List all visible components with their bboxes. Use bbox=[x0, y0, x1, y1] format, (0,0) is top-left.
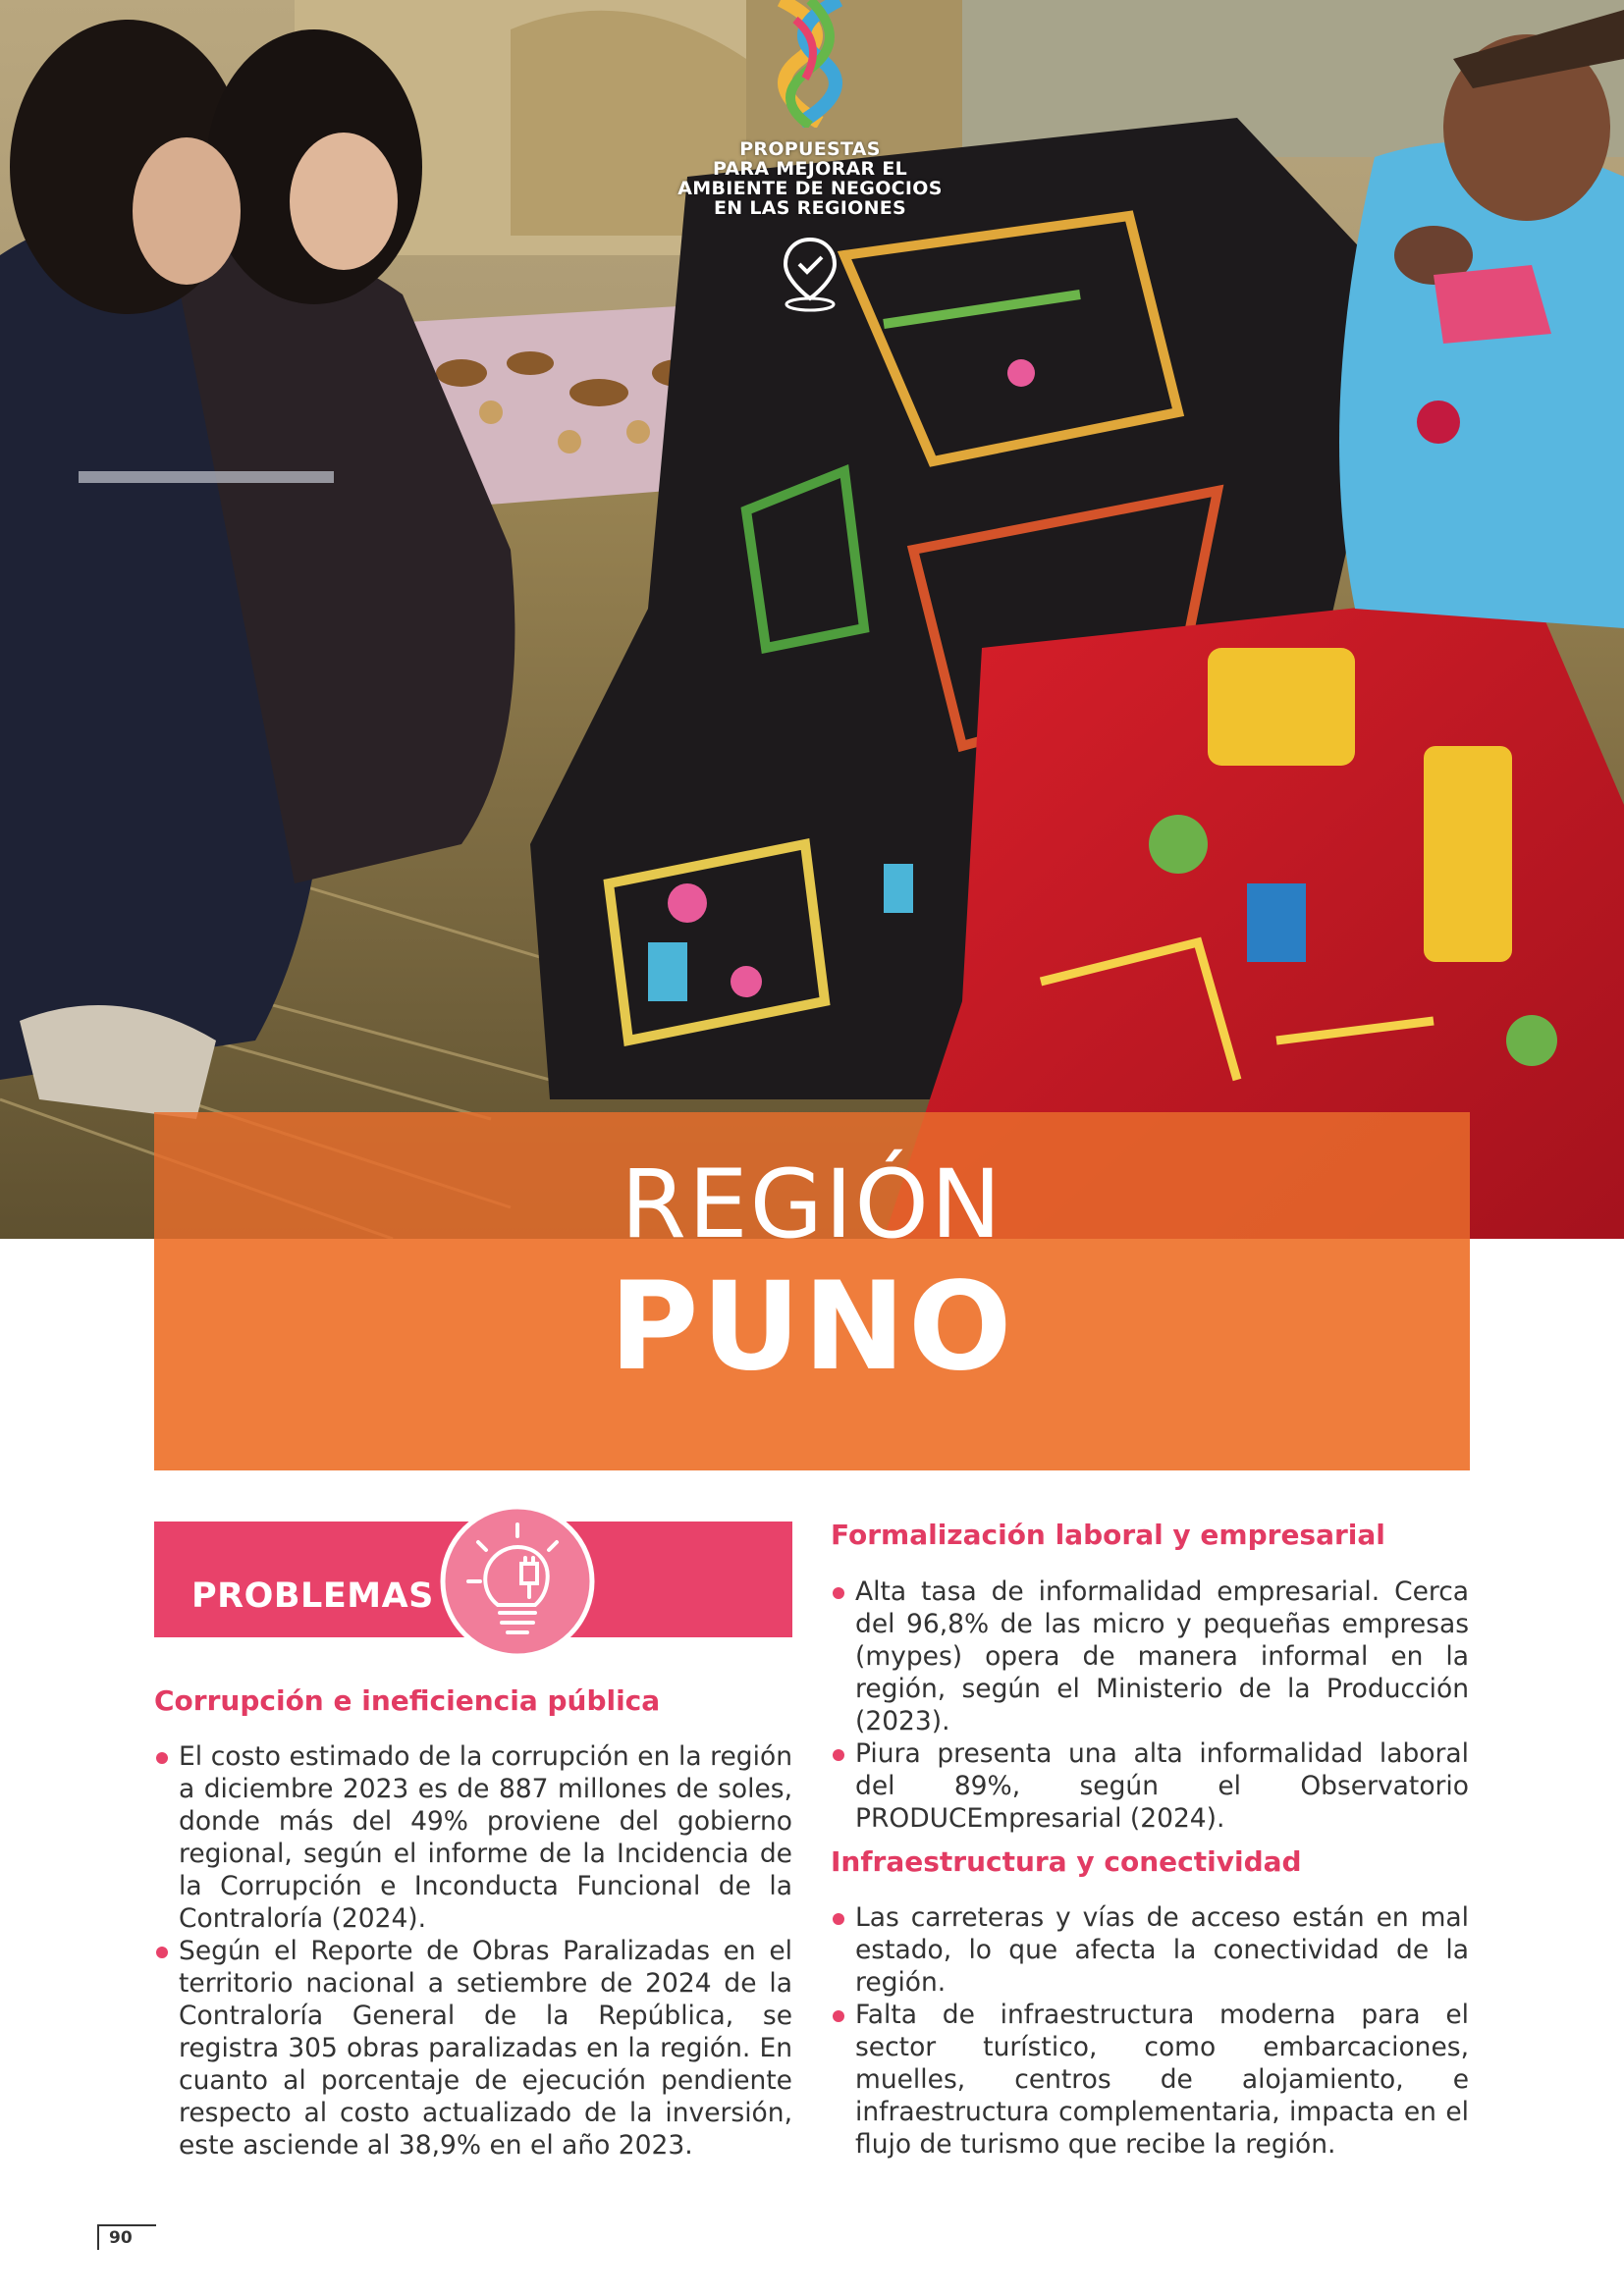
section-heading-infrastructure: Infraestructura y conectividad bbox=[831, 1845, 1302, 1878]
list-item: El costo estimado de la corrupción en la región a diciembre 2023 es de 887 millones de soles, donde más del 49% proviene del gobierno regional, según el informe de la Incidencia de la Corrupción e Inconducta Funcional de la Contraloría (2024). bbox=[154, 1740, 792, 1935]
list-item: Piura presenta una alta informalidad laboral del 89%, según el Observatorio PRODUCEmpresarial (2024). bbox=[831, 1737, 1469, 1835]
location-check-pin-icon bbox=[776, 236, 844, 312]
lightbulb-plug-icon bbox=[439, 1503, 596, 1660]
region-label: REGIÓN bbox=[621, 1149, 1003, 1259]
initiative-title bbox=[668, 139, 952, 218]
initiative-title-line: EN LAS REGIONES bbox=[713, 197, 907, 219]
list-item: Falta de infraestructura moderna para el sector turístico, como embarcaciones, muelles, centros de alojamiento, e infraestructura complementaria, impacta en el flujo de turismo que recibe la región. bbox=[831, 1999, 1469, 2161]
formalization-bullet-list bbox=[831, 1575, 1469, 1835]
initiative-title-line: PARA MEJORAR EL bbox=[712, 158, 908, 180]
page-number: 90 bbox=[97, 2224, 156, 2250]
braided-ribbon-logo bbox=[761, 0, 859, 128]
corruption-bullet-list bbox=[154, 1740, 792, 2162]
section-heading-corruption: Corrupción e ineficiencia pública bbox=[154, 1684, 661, 1717]
initiative-badge bbox=[668, 0, 952, 324]
list-item: Las carreteras y vías de acceso están en mal estado, lo que afecta la conectividad de la región. bbox=[831, 1901, 1469, 1999]
section-heading-formalization: Formalización laboral y empresarial bbox=[831, 1519, 1385, 1551]
list-item: Según el Reporte de Obras Paralizadas en el territorio nacional a setiembre de 2024 de la Contraloría General de la República, se registra 305 obras paralizadas en la región. En cuanto al porcentaje de ejecución pendiente respecto al costo actualizado de la inversión, este asciende al 38,9% en el año 2023. bbox=[154, 1935, 792, 2162]
problems-label: PROBLEMAS bbox=[191, 1576, 434, 1616]
list-item: Alta tasa de informalidad empresarial. Cerca del 96,8% de las micro y pequeñas empresas (mypes) opera de manera informal en la región, según el Ministerio de la Producción (2023). bbox=[831, 1575, 1469, 1737]
initiative-title-line: PROPUESTAS bbox=[739, 138, 881, 160]
initiative-title-line: AMBIENTE DE NEGOCIOS bbox=[677, 178, 943, 199]
region-name: PUNO bbox=[609, 1256, 1015, 1398]
infrastructure-bullet-list bbox=[831, 1901, 1469, 2161]
